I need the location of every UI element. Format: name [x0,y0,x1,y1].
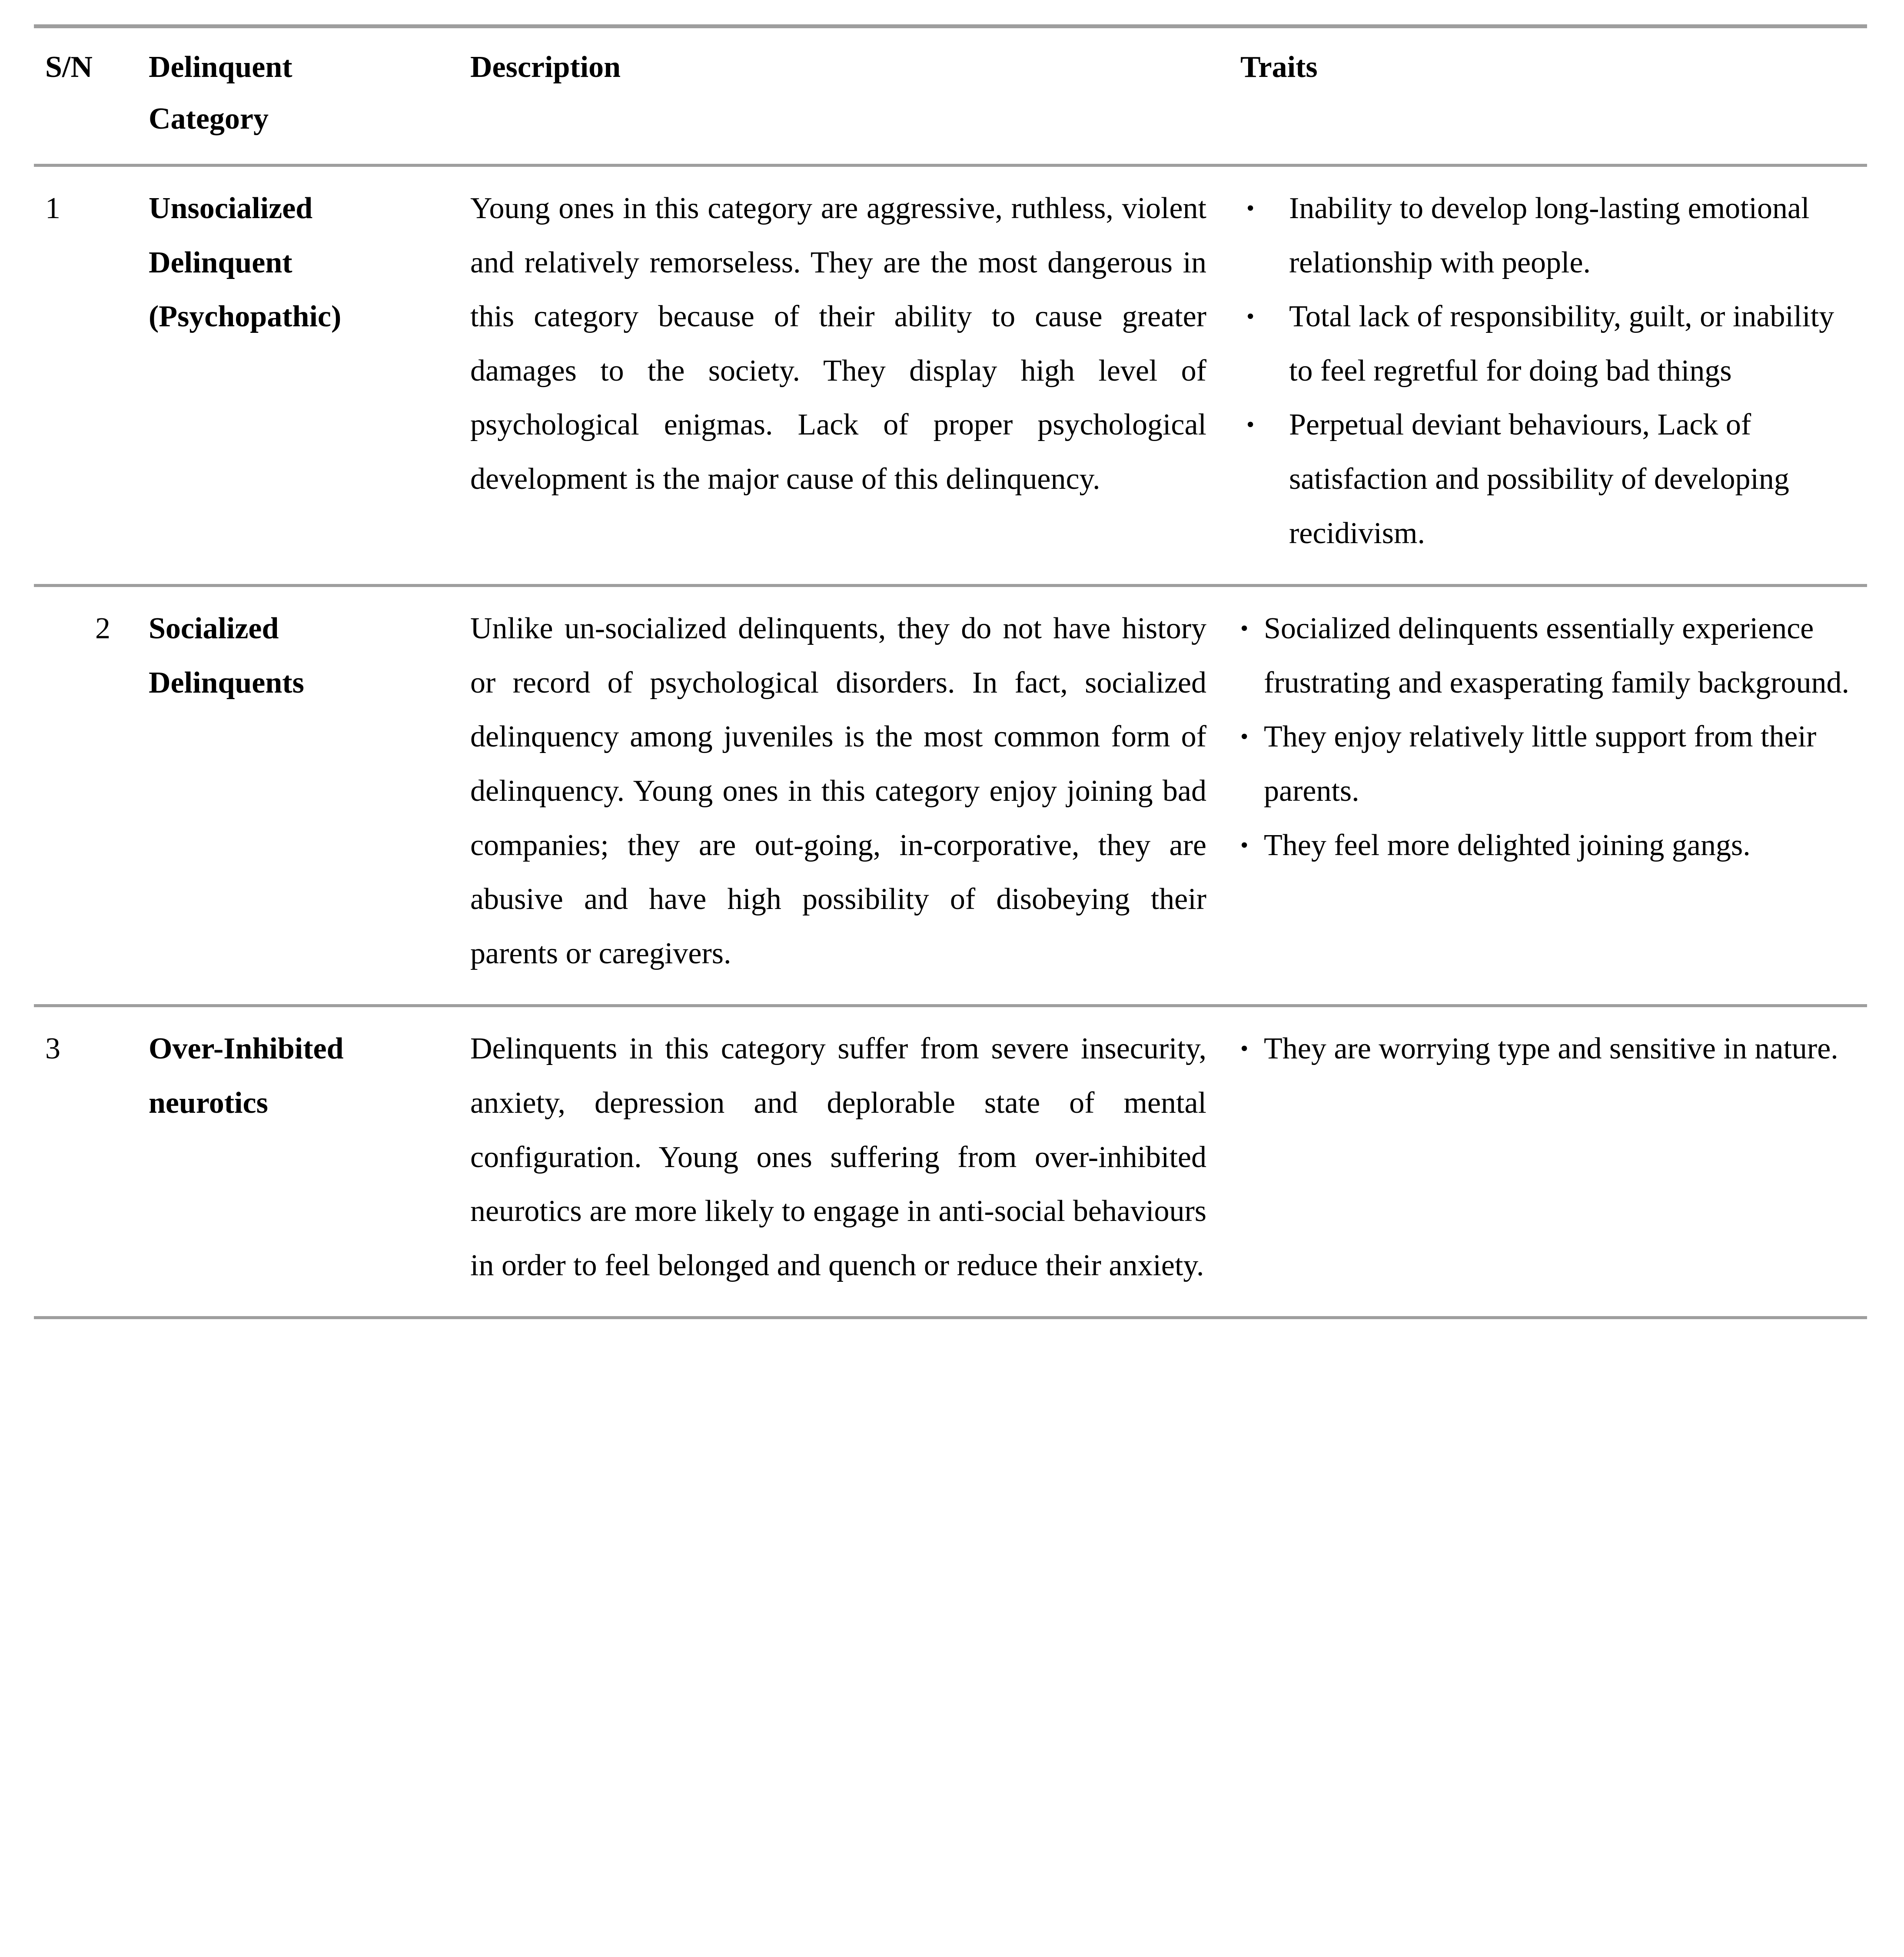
bullet-icon: • [1246,412,1255,438]
row-serial-number: 1 [45,192,60,225]
trait-text: Perpetual deviant behaviours, Lack of satisfaction and possibility of developing recidivism. [1289,408,1789,550]
row-traits [1229,166,1867,586]
category-line-3: (Psychopathic) [149,300,342,334]
list-item [1240,1022,1859,1076]
row-description [464,1006,1229,1318]
list-item [1240,182,1859,290]
table-row [34,166,1867,586]
category-line-2: Delinquents [149,666,304,700]
row-serial-number: 3 [34,1006,143,1318]
row-delinquent-category [143,166,464,586]
row-description [464,586,1229,1006]
column-header-sn: S/N [34,27,143,166]
list-item [1240,398,1859,561]
bottom-rule-cell [1229,1318,1867,1320]
trait-text: They are worrying type and sensitive in nature. [1264,1032,1838,1066]
bottom-rule-cell [34,1318,143,1320]
trait-text: They enjoy relatively little support from their parents. [1264,720,1817,808]
row-traits [1229,1006,1867,1318]
column-header-category-line1: Delinquent [149,50,292,84]
category-line-1: Over-Inhibited [149,1032,344,1066]
traits-list [1240,602,1859,872]
category-line-2: Delinquent [149,245,292,279]
delinquent-category-table [34,24,1867,1319]
table-bottom-rule [34,1318,1867,1320]
traits-list [1240,1022,1859,1076]
table-row [34,586,1867,1006]
category-line-2: neurotics [149,1086,268,1120]
row-serial-number: 2 [34,586,143,1006]
description-paragraph: Delinquents in this category suffer from severe insecurity, anxiety, depression and deplorable state of mental configuration. Young ones suffering from over-inhibited neurotics are more likely to engage in anti-social behaviours in order to feel belonged and quench or reduce their anxiety. [470,1032,1206,1282]
description-paragraph: Young ones in this category are aggressive, ruthless, violent and relatively remorseless. They are the most dangerous in this category because of their ability to cause greater damages to the society. They display high level of psychological enigmas. Lack of proper psychological development is the major cause of this delinquency. [470,192,1206,496]
row-delinquent-category [143,1006,464,1318]
trait-text: They feel more delighted joining gangs. [1264,828,1751,862]
column-header-category [143,27,464,166]
category-line-1: Unsocialized [149,192,313,225]
bottom-rule-cell [143,1318,464,1320]
bullet-icon: • [1240,616,1249,641]
list-item [1240,710,1859,818]
traits-list [1240,182,1859,561]
category-line-1: Socialized [149,612,279,646]
table-row [34,1006,1867,1318]
table-header-row [34,27,1867,166]
column-header-traits: Traits [1229,27,1867,166]
bullet-icon: • [1240,724,1249,750]
row-description [464,166,1229,586]
row-delinquent-category [143,586,464,1006]
row-traits [1229,586,1867,1006]
delinquent-category-table-wrapper [34,24,1867,1319]
bullet-icon: • [1240,1036,1249,1061]
trait-text: Total lack of responsibility, guilt, or inability to feel regretful for doing bad things [1289,300,1834,388]
bottom-rule-cell [464,1318,1229,1320]
description-paragraph: Unlike un-socialized delinquents, they do not have history or record of psychological disorders. In fact, socialized delinquency among juveniles is the most common form of delinquency. Young ones in this category enjoy joining bad companies; they are out-going, in-corporative, they are abusive and have high possibility of disobeying their parents or caregivers. [470,612,1206,970]
column-header-description: Description [464,27,1229,166]
table-header [34,27,1867,166]
list-item [1240,290,1859,398]
list-item [1240,819,1859,873]
column-header-category-line2: Category [149,102,269,136]
list-item [1240,602,1859,710]
table-footer [34,1318,1867,1320]
trait-text: Inability to develop long-lasting emotional relationship with people. [1289,192,1810,279]
bullet-icon: • [1246,304,1255,329]
table-body [34,166,1867,1318]
bullet-icon: • [1246,196,1255,221]
trait-text: Socialized delinquents essentially experience frustrating and exasperating family background. [1264,612,1850,700]
bullet-icon: • [1240,833,1249,858]
